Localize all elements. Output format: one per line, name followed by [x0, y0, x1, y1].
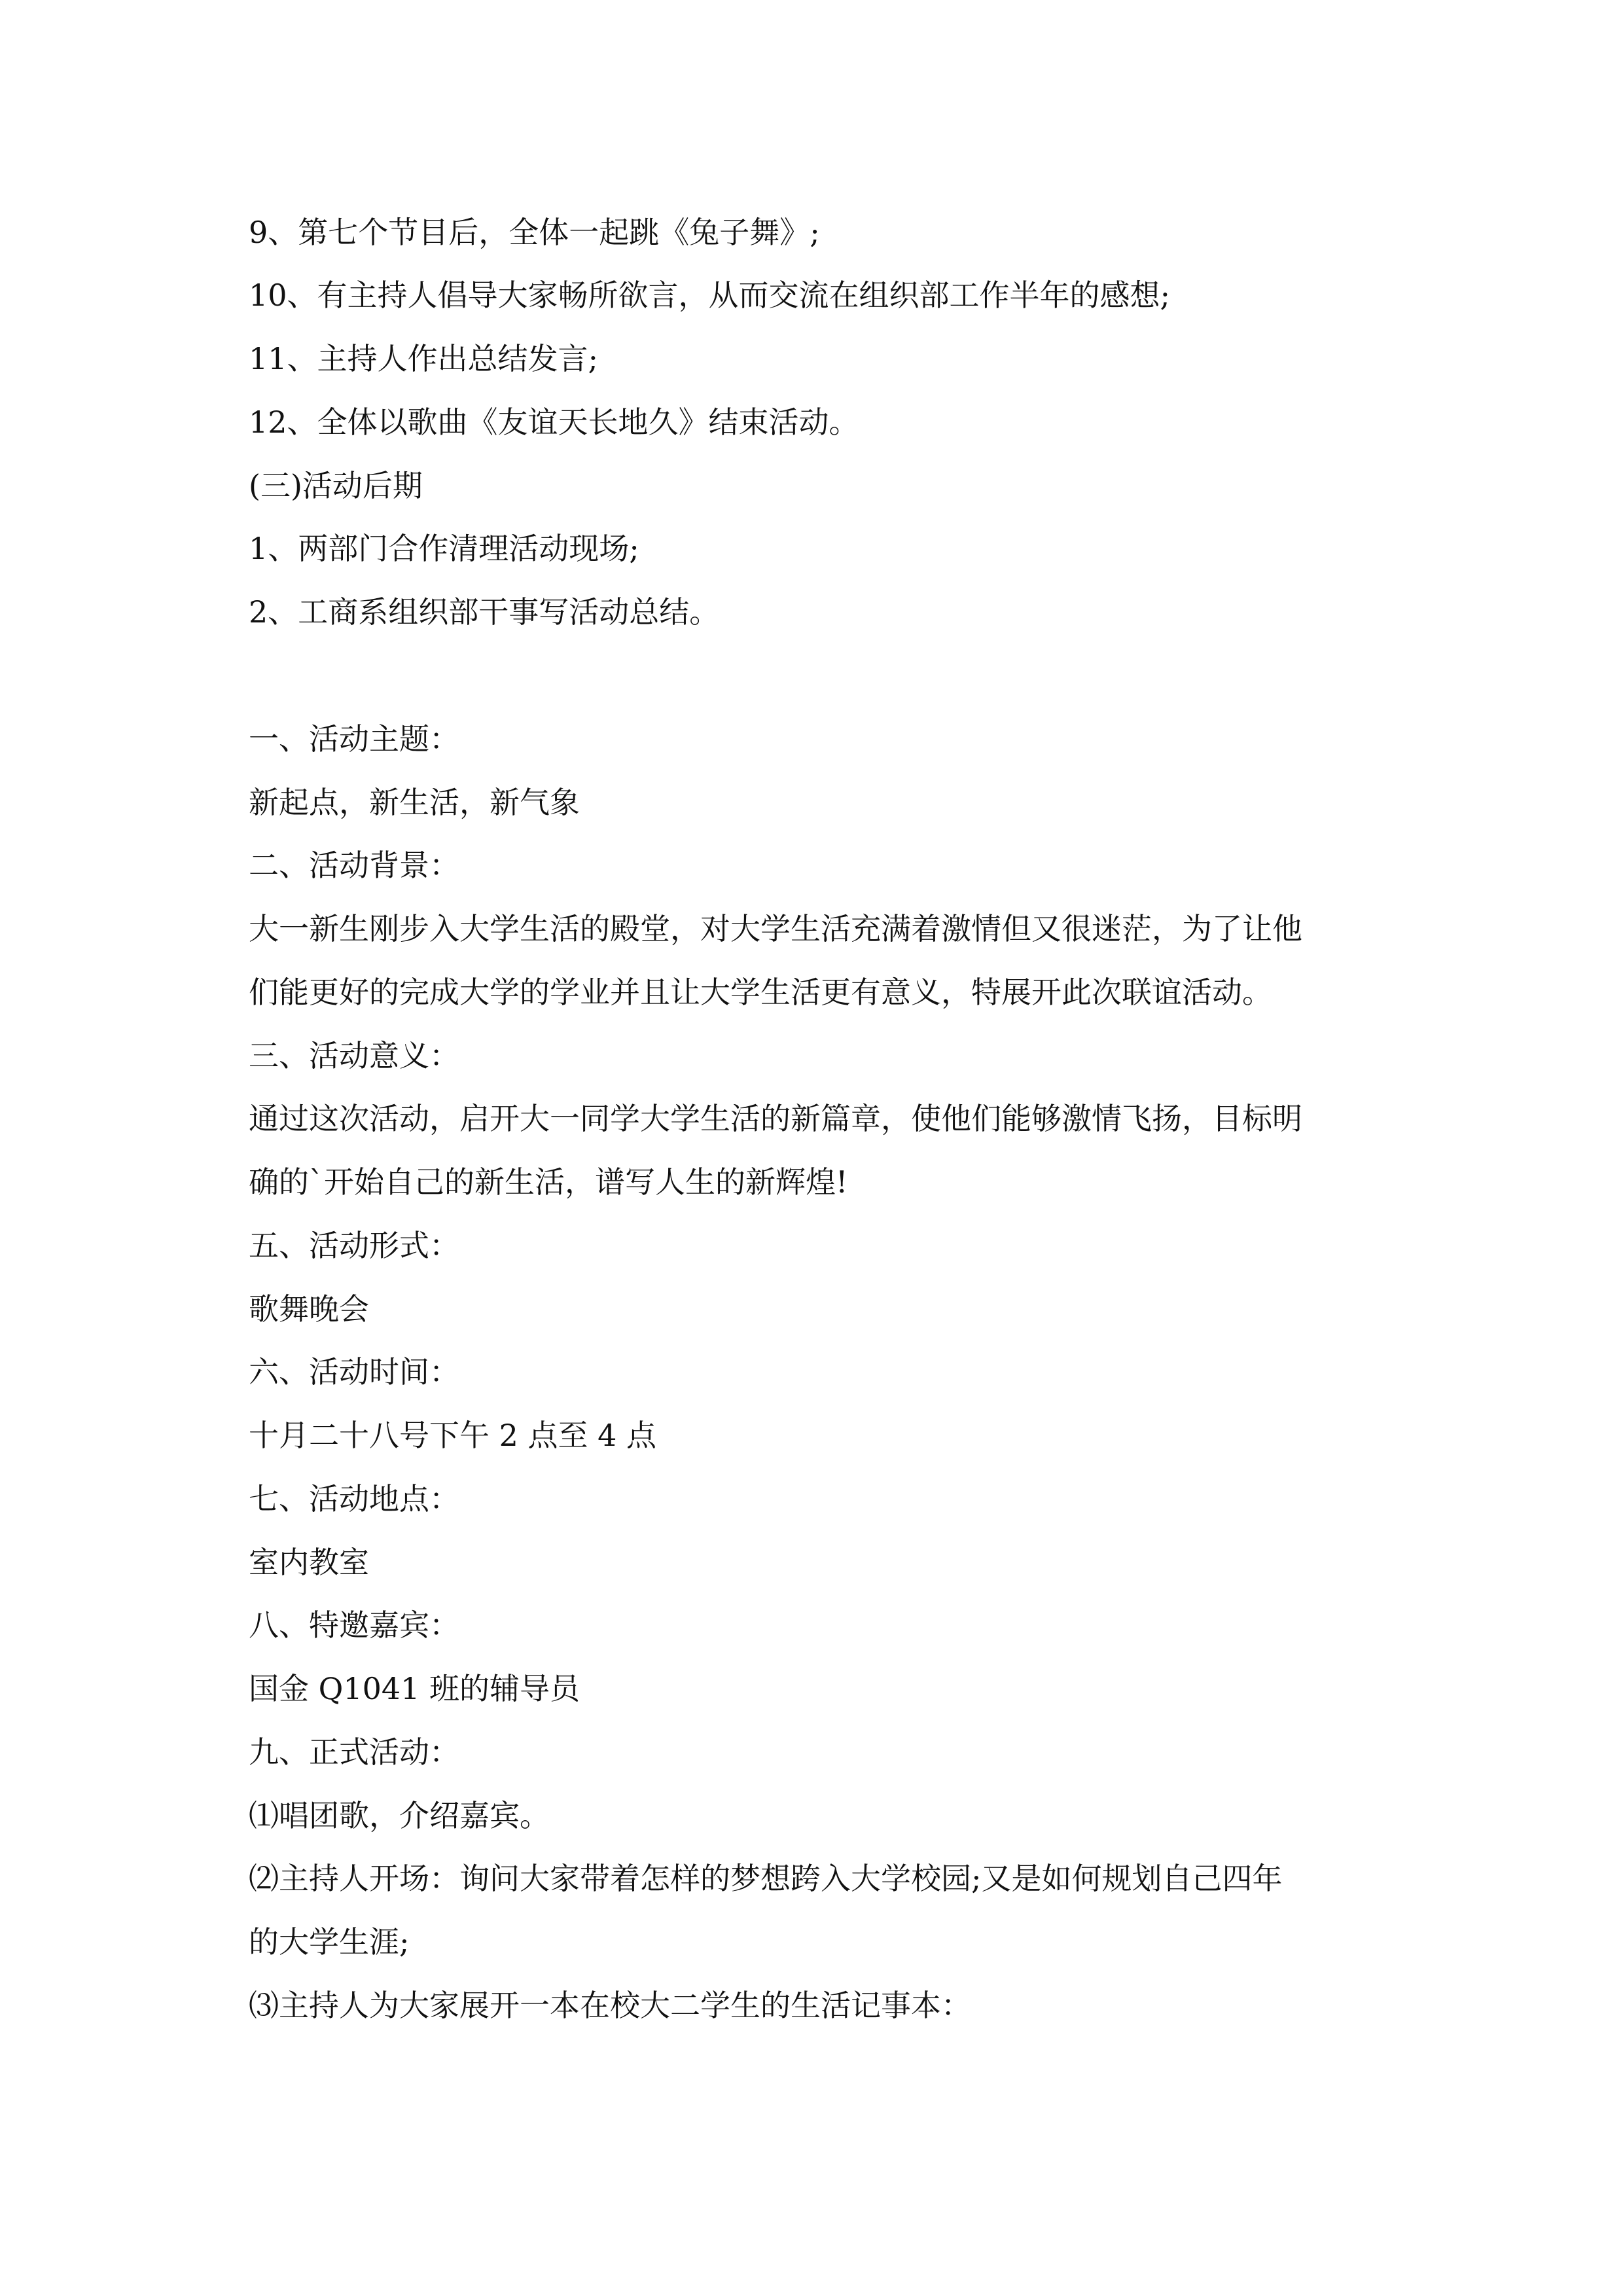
text-line: 通过这次活动，启开大一同学大学生活的新篇章，使他们能够激情飞扬，目标明 — [249, 1101, 1302, 1136]
text-line: 1、两部门合作清理活动现场; — [249, 531, 639, 566]
section-heading: 八、特邀嘉宾： — [249, 1607, 459, 1643]
section-heading: 三、活动意义： — [249, 1038, 459, 1073]
text-line: 确的`开始自己的新生活，谱写人生的新辉煌! — [249, 1164, 848, 1200]
section-heading: 七、活动地点： — [249, 1481, 459, 1516]
section-heading: 一、活动主题： — [249, 721, 459, 757]
list-item: ⑴唱团歌，介绍嘉宾。 — [249, 1798, 550, 1833]
section-heading: 九、正式活动： — [249, 1734, 459, 1770]
text-line: 9、第七个节目后，全体一起跳《兔子舞》; — [249, 215, 820, 250]
text-line: 新起点，新生活，新气象 — [249, 785, 580, 820]
text-line: 2、工商系组织部干事写活动总结。 — [249, 594, 720, 630]
section-heading: 六、活动时间： — [249, 1354, 459, 1390]
section-heading: 二、活动背景： — [249, 848, 459, 883]
text-line: 室内教室 — [249, 1545, 369, 1580]
text-line: 11、主持人作出总结发言; — [249, 341, 599, 376]
text-line: 们能更好的完成大学的学业并且让大学生活更有意义，特展开此次联谊活动。 — [249, 975, 1272, 1010]
section-heading: 五、活动形式： — [249, 1228, 459, 1263]
list-item: ⑶主持人为大家展开一本在校大二学生的生活记事本： — [249, 1988, 971, 2023]
text-line: 12、全体以歌曲《友谊天长地久》结束活动。 — [249, 404, 859, 440]
text-line: 十月二十八号下午 2 点至 4 点 — [249, 1418, 657, 1453]
list-item: ⑵主持人开场：询问大家带着怎样的梦想跨入大学校园;又是如何规划自己四年 — [249, 1861, 1283, 1896]
text-line: 歌舞晚会 — [249, 1291, 369, 1327]
text-line: 10、有主持人倡导大家畅所欲言，从而交流在组织部工作半年的感想; — [249, 278, 1171, 313]
text-line: 大一新生刚步入大学生活的殿堂，对大学生活充满着激情但又很迷茫，为了让他 — [249, 911, 1302, 946]
text-line: 国金 Q1041 班的辅导员 — [249, 1671, 580, 1706]
text-line: 的大学生涯; — [249, 1924, 410, 1960]
section-heading: (三)活动后期 — [249, 468, 423, 503]
